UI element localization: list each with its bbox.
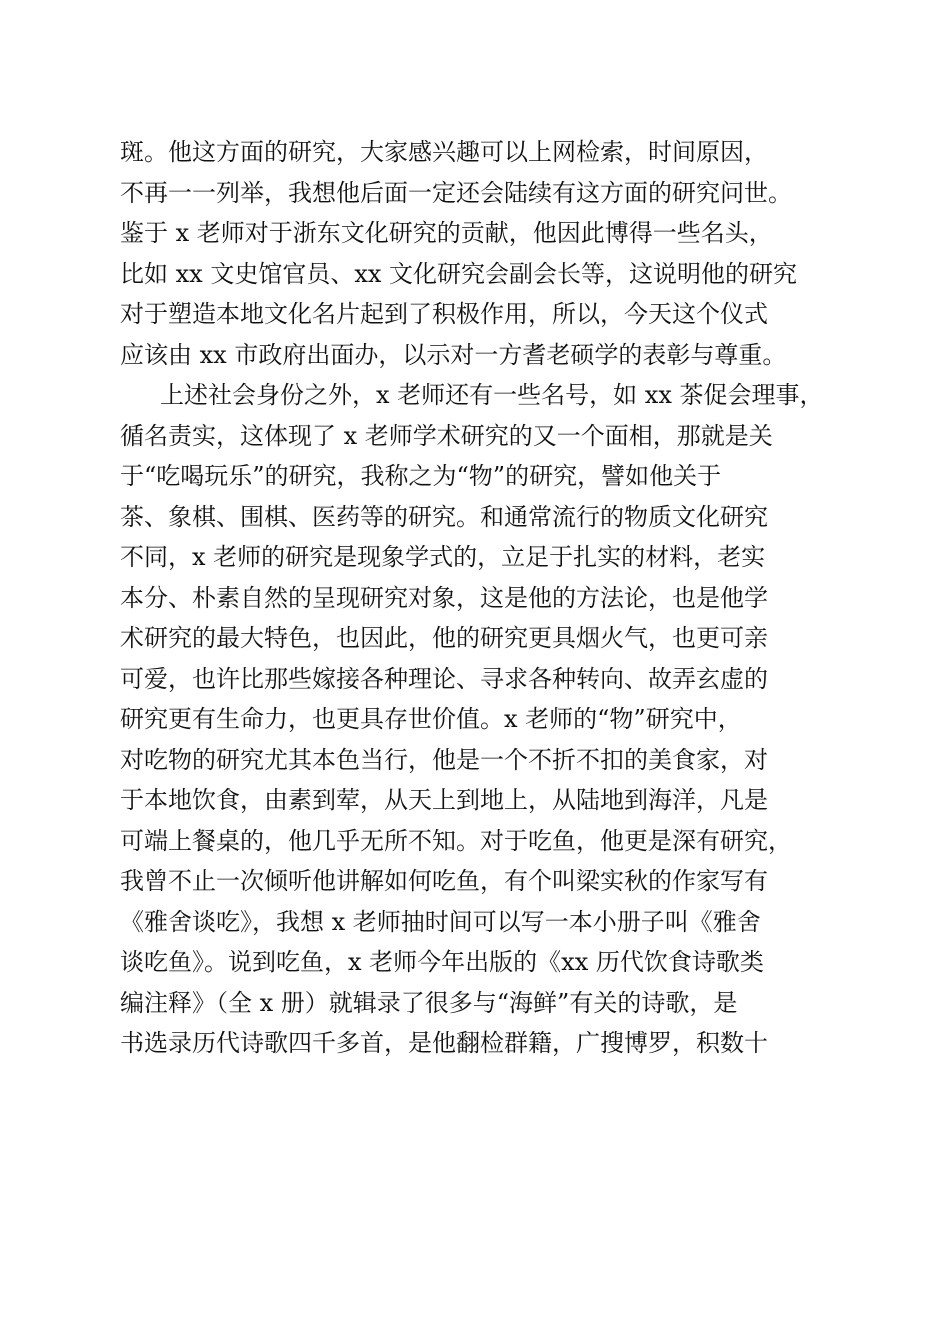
text-line: 鉴于 x 老师对于浙东文化研究的贡献，他因此博得一些名头， [120, 219, 773, 247]
text-line: 对吃物的研究尤其本色当行，他是一个不折不扣的美食家，对 [120, 745, 768, 774]
text-line: 谈吃鱼》。说到吃鱼，x 老师今年出版的《xx 历代饮食诗歌类 [120, 948, 764, 976]
paragraph-start-line: 上述社会身份之外，x 老师还有一些名号，如 xx 茶促会理事， [160, 381, 824, 409]
text-line: 应该由 xx 市政府出面办，以示对一方耆老硕学的表彰与尊重。 [120, 340, 787, 369]
text-line: 比如 xx 文史馆官员、xx 文化研究会副会长等，这说明他的研究 [120, 259, 798, 288]
text-line: 《雅舍谈吃》，我想 x 老师抽时间可以写一本小册子叫《雅舍 [120, 907, 761, 936]
text-line: 术研究的最大特色，也因此，他的研究更具烟火气，也更可亲 [120, 624, 768, 652]
text-line: 我曾不止一次倾听他讲解如何吃鱼，有个叫梁实秋的作家写有 [120, 867, 768, 895]
body-text [120, 132, 835, 1064]
text-line: 于本地饮食，由素到荤，从天上到地上，从陆地到海洋，凡是 [120, 786, 768, 814]
text-line: 斑。他这方面的研究，大家感兴趣可以上网检索，时间原因， [120, 138, 768, 166]
text-line: 于“吃喝玩乐”的研究，我称之为“物”的研究，譬如他关于 [120, 462, 722, 490]
text-line: 本分、朴素自然的呈现研究对象，这是他的方法论，也是他学 [120, 583, 768, 612]
text-line: 循名责实，这体现了 x 老师学术研究的又一个面相，那就是关 [120, 421, 773, 450]
text-line: 研究更有生命力，也更具存世价值。x 老师的“物”研究中， [120, 705, 742, 733]
text-line: 书选录历代诗歌四千多首，是他翻检群籍，广搜博罗，积数十 [120, 1029, 768, 1057]
text-line: 可爱，也许比那些嫁接各种理论、寻求各种转向、故弄玄虚的 [120, 664, 768, 693]
text-line: 对于塑造本地文化名片起到了积极作用，所以，今天这个仪式 [120, 300, 768, 328]
text-line: 茶、象棋、围棋、医药等的研究。和通常流行的物质文化研究 [120, 502, 768, 531]
text-line: 不同，x 老师的研究是现象学式的，立足于扎实的材料，老实 [120, 543, 766, 571]
text-line: 编注释》（全 x 册）就辑录了很多与“海鲜”有关的诗歌，是 [120, 988, 738, 1017]
text-line: 不再一一列举，我想他后面一定还会陆续有这方面的研究问世。 [120, 178, 792, 207]
text-line: 可端上餐桌的，他几乎无所不知。对于吃鱼，他更是深有研究， [120, 826, 792, 855]
